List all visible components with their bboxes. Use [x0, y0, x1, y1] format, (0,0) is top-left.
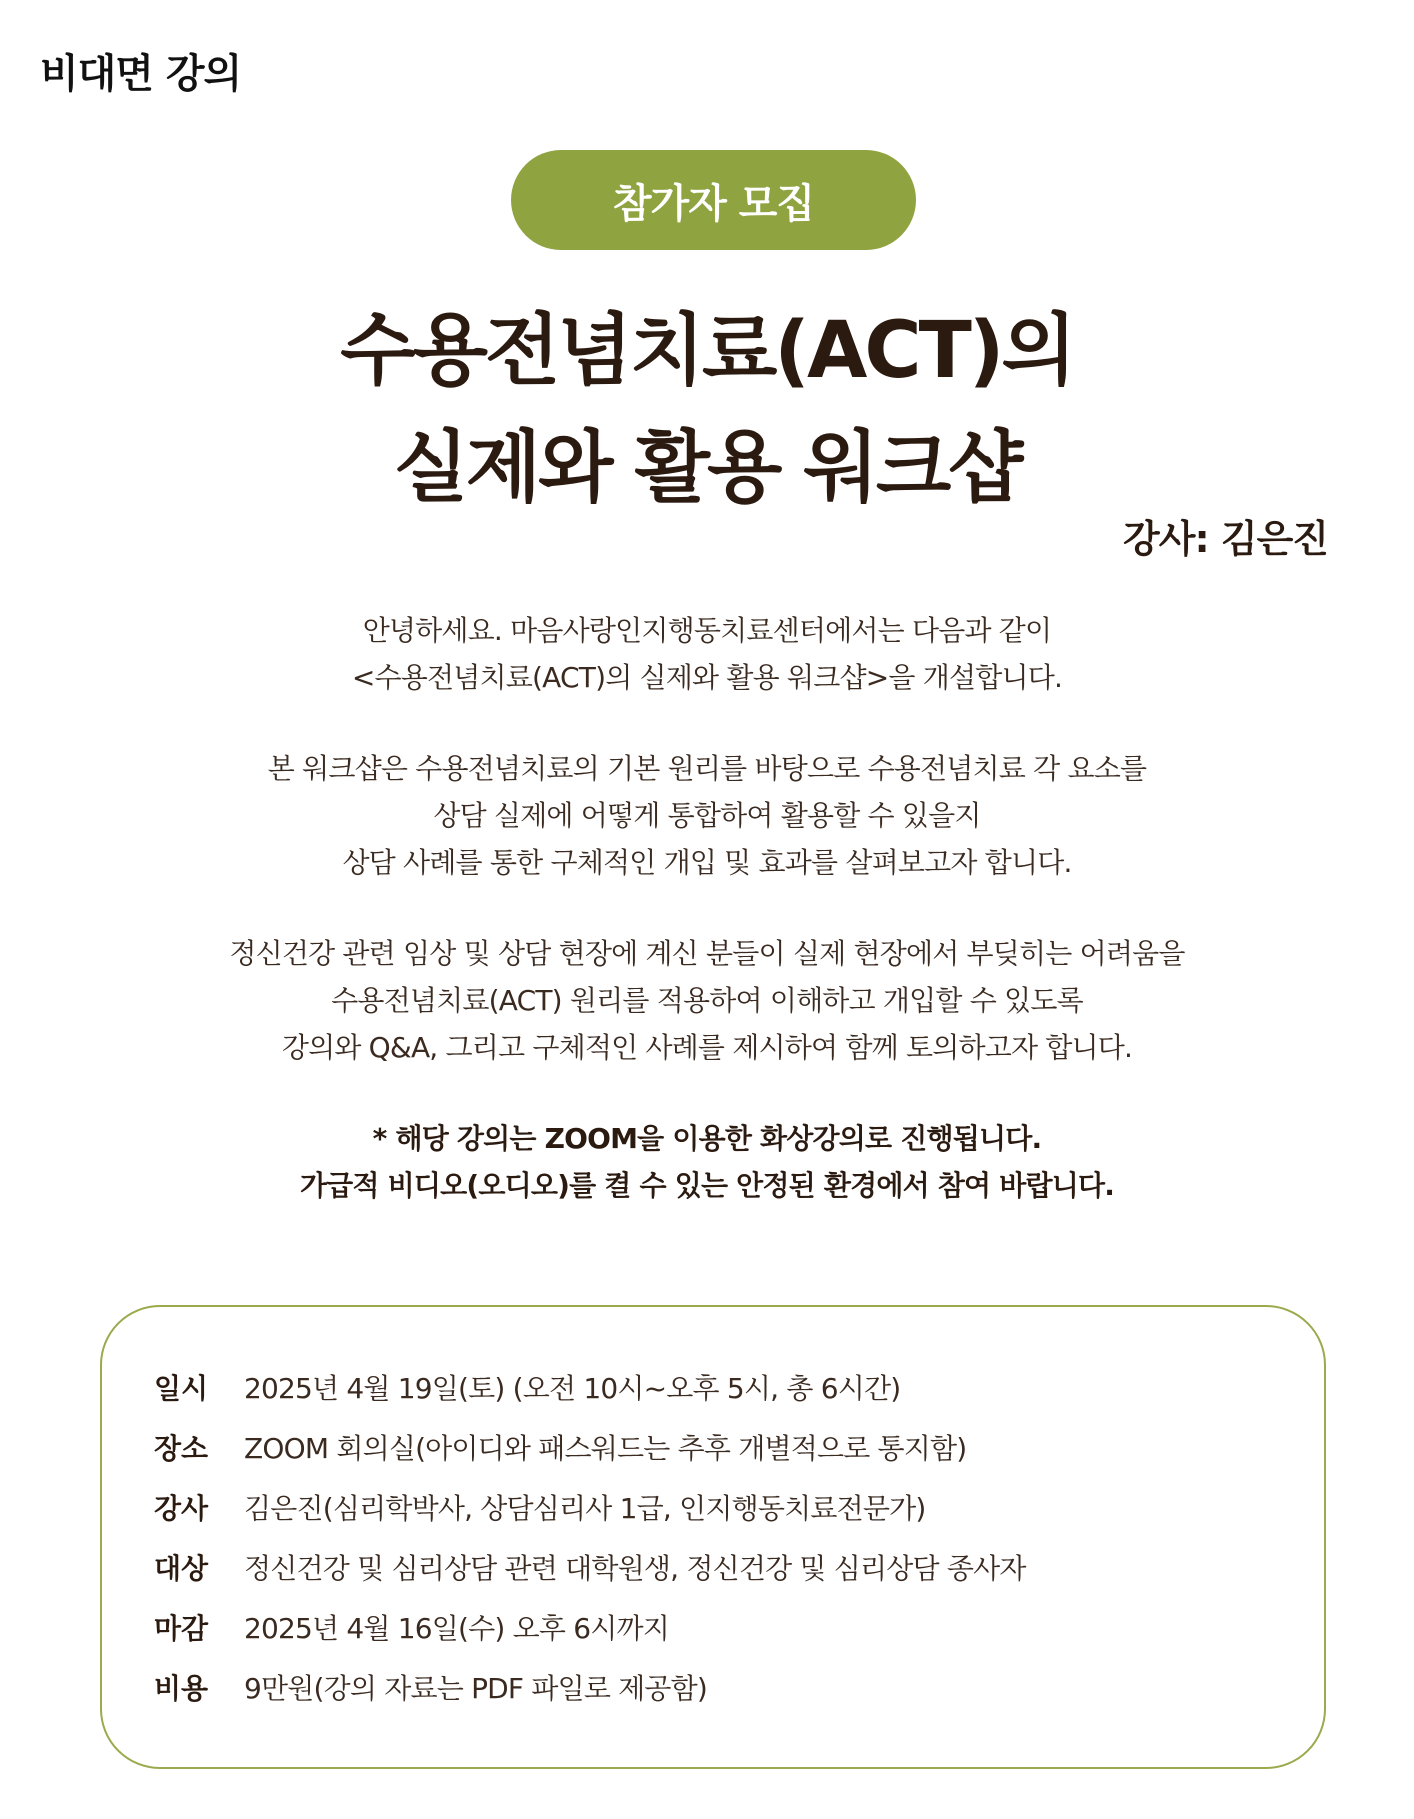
- badge-label: 참가자 모집: [612, 180, 815, 227]
- text-line: 본 워크샵은 수용전념치료의 기본 원리를 바탕으로 수용전념치료 각 요소를: [267, 752, 1147, 785]
- page-title-line-2: 실제와 활용 워크샵: [393, 423, 1021, 513]
- text-line: 정신건강 관련 임상 및 상담 현장에 계신 분들이 실제 현장에서 부딪히는 어려움을: [229, 937, 1185, 970]
- text-line: 상담 실제에 어떻게 통합하여 활용할 수 있을지: [433, 799, 981, 832]
- detail-value: 2025년 4월 19일(토) (오전 10시~오후 5시, 총 6시간): [244, 1372, 901, 1405]
- detail-value: 정신건강 및 심리상담 관련 대학원생, 정신건강 및 심리상담 종사자: [244, 1552, 1026, 1585]
- notice-line: 가급적 비디오(오디오)를 켤 수 있는 안정된 환경에서 참여 바랍니다.: [299, 1169, 1115, 1202]
- details-box: [100, 1305, 1326, 1769]
- detail-value: 2025년 4월 16일(수) 오후 6시까지: [244, 1612, 669, 1645]
- detail-row-instructor: [154, 1489, 925, 1529]
- text-line: 상담 사례를 통한 구체적인 개입 및 효과를 살펴보고자 합니다.: [342, 846, 1072, 879]
- detail-row-cost: [154, 1669, 707, 1709]
- zoom-notice: [0, 1115, 1414, 1209]
- notice-line: * 해당 강의는 ZOOM을 이용한 화상강의로 진행됩니다.: [372, 1122, 1042, 1155]
- intro-paragraph-3: [0, 930, 1414, 1071]
- text-line: <수용전념치료(ACT)의 실제와 활용 워크샵>을 개설합니다.: [351, 661, 1063, 694]
- corner-label: 비대면 강의: [40, 51, 242, 97]
- intro-paragraph-2: [0, 745, 1414, 886]
- detail-label: 마감: [154, 1612, 209, 1645]
- detail-label: 강사: [154, 1492, 209, 1525]
- detail-row-deadline: [154, 1609, 669, 1649]
- text-line: 강의와 Q&A, 그리고 구체적인 사례를 제시하여 함께 토의하고자 합니다.: [281, 1031, 1133, 1064]
- detail-label: 일시: [154, 1372, 209, 1405]
- detail-row-place: [154, 1429, 966, 1469]
- detail-value: 김은진(심리학박사, 상담심리사 1급, 인지행동치료전문가): [244, 1492, 926, 1525]
- detail-value: 9만원(강의 자료는 PDF 파일로 제공함): [244, 1672, 708, 1705]
- text-line: 안녕하세요. 마음사랑인지행동치료센터에서는 다음과 같이: [362, 614, 1052, 647]
- detail-label: 장소: [154, 1432, 209, 1465]
- text-line: 수용전념치료(ACT) 원리를 적용하여 이해하고 개입할 수 있도록: [331, 984, 1083, 1017]
- intro-paragraph-1: [0, 607, 1414, 701]
- detail-label: 대상: [154, 1552, 209, 1585]
- instructor-line: 강사: 김은진: [1123, 517, 1328, 561]
- detail-value: ZOOM 회의실(아이디와 패스워드는 추후 개별적으로 통지함): [244, 1432, 967, 1465]
- detail-label: 비용: [154, 1672, 209, 1705]
- detail-row-date: [154, 1369, 900, 1409]
- recruitment-badge: [511, 150, 916, 250]
- page-title-line-1: 수용전념치료(ACT)의: [340, 306, 1074, 396]
- detail-row-audience: [154, 1549, 1026, 1589]
